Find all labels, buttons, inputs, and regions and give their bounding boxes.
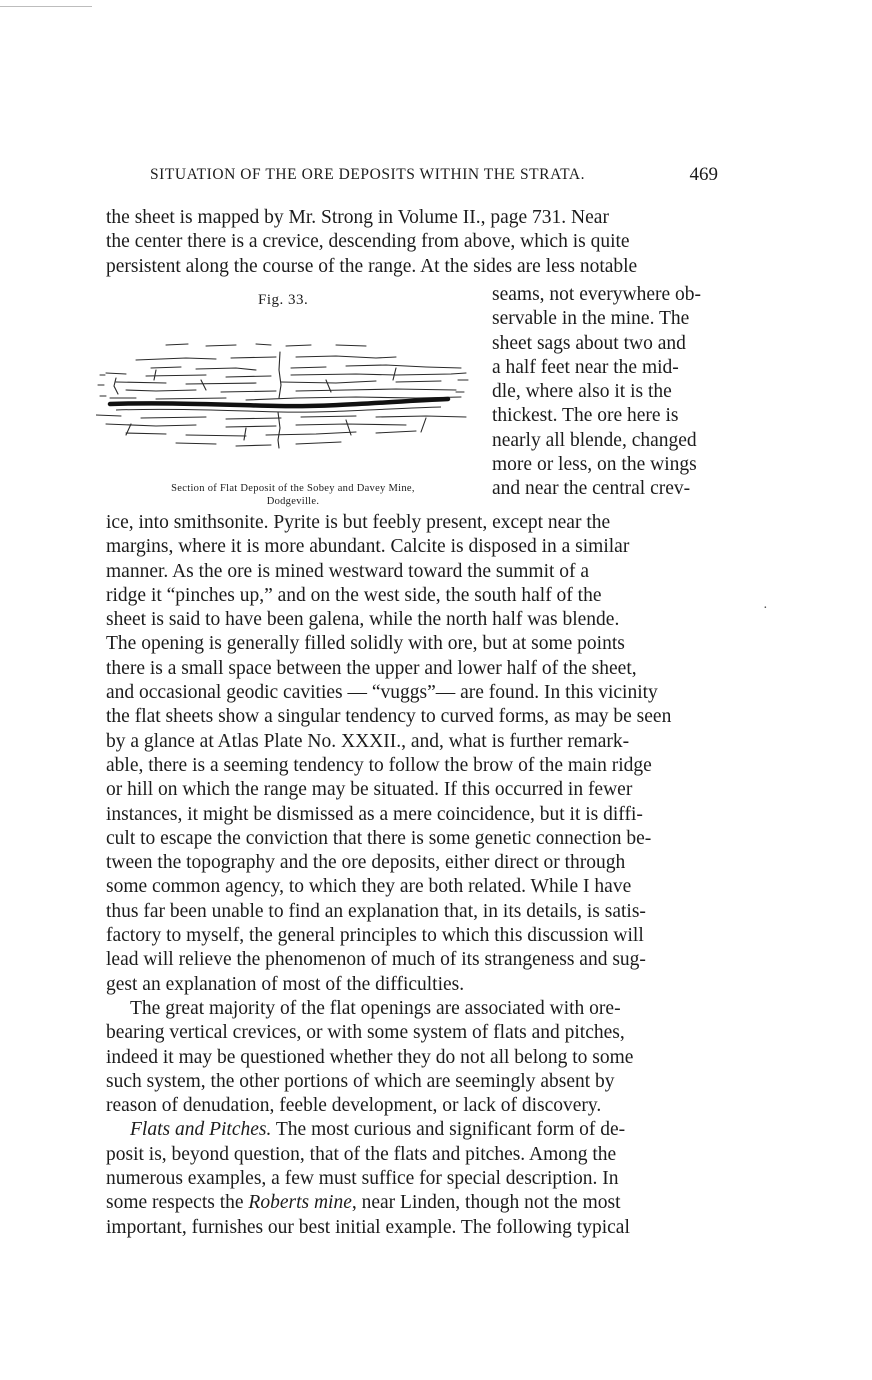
caption-line: Section of Flat Deposit of the Sobey and Davey Mine, xyxy=(171,483,415,494)
text-line: The opening is generally filled solidly with ore, but at some points xyxy=(106,633,625,655)
text-line: more or less, on the wings xyxy=(492,454,697,476)
section-heading-flats-and-pitches: Flats and Pitches. xyxy=(130,1119,272,1141)
text-line: lead will relieve the phenomenon of much of its strangeness and sug- xyxy=(106,949,646,971)
text-line: some common agency, to which they are both related. While I have xyxy=(106,876,632,898)
text-line: persistent along the course of the range. At the sides are less notable xyxy=(106,255,638,277)
text-line: thickest. The ore here is xyxy=(492,405,679,427)
text-fragment: some respects the xyxy=(106,1192,249,1214)
text-line: such system, the other portions of which are seemingly absent by xyxy=(106,1070,615,1092)
text-line: important, furnishes our best initial example. The following typical xyxy=(106,1216,630,1238)
ore-section-illustration xyxy=(96,340,474,452)
text-line: or hill on which the range may be situated. If this occurred in fewer xyxy=(106,779,633,801)
text-line: and occasional geodic cavities — “vuggs”— are found. In this vicinity xyxy=(106,682,658,704)
text-line: numerous examples, a few must suffice for special description. In xyxy=(106,1168,619,1190)
running-head: SITUATION OF THE ORE DEPOSITS WITHIN THE STRATA. xyxy=(150,166,586,183)
text-line: sheet sags about two and xyxy=(492,332,686,354)
text-side-column xyxy=(492,283,722,502)
mine-name-roberts: Roberts mine xyxy=(248,1192,352,1214)
text-line: tween the topography and the ore deposits, either direct or through xyxy=(106,852,626,874)
text-bottom-block xyxy=(106,511,736,1240)
text-top-block xyxy=(106,206,736,279)
text-line: sheet is said to have been galena, while the north half was blende. xyxy=(106,609,620,631)
text-line-roberts xyxy=(106,1191,736,1215)
text-fragment: The most curious and significant form of de- xyxy=(271,1119,626,1141)
text-line: the sheet is mapped by Mr. Strong in Volume II., page 731. Near xyxy=(106,207,609,228)
text-line: gest an explanation of most of the difficulties. xyxy=(106,973,465,995)
text-line: margins, where it is more abundant. Calcite is disposed in a similar xyxy=(106,536,630,558)
text-line: by a glance at Atlas Plate No. XXXII., and, what is further remark- xyxy=(106,730,630,752)
text-line: manner. As the ore is mined westward toward the summit of a xyxy=(106,560,590,582)
text-line: instances, it might be dismissed as a mere coincidence, but it is diffi- xyxy=(106,803,643,825)
text-line: reason of denudation, feeble development, or lack of discovery. xyxy=(106,1095,602,1117)
text-line: a half feet near the mid- xyxy=(492,356,679,378)
text-line: posit is, beyond question, that of the flats and pitches. Among the xyxy=(106,1143,617,1165)
text-fragment: , near Linden, though not the most xyxy=(351,1192,621,1214)
text-line: The great majority of the flat openings are associated with ore- xyxy=(130,997,621,1019)
figure-label: Fig. 33. xyxy=(258,292,309,308)
text-line: ridge it “pinches up,” and on the west side, the south half of the xyxy=(106,584,602,606)
text-line: servable in the mine. The xyxy=(492,308,690,330)
text-line: thus far been unable to find an explanation that, in its details, is satis- xyxy=(106,900,646,922)
text-line-flats xyxy=(106,1118,736,1142)
page-header xyxy=(150,166,718,192)
text-line: and near the central crev- xyxy=(492,478,691,500)
page-number: 469 xyxy=(689,164,718,185)
text-line: the center there is a crevice, descending from above, which is quite xyxy=(106,231,630,253)
text-line: dle, where also it is the xyxy=(492,381,672,403)
text-line: indeed it may be questioned whether they do not all belong to some xyxy=(106,1046,634,1068)
top-rule xyxy=(0,6,92,7)
text-line: able, there is a seeming tendency to follow the brow of the main ridge xyxy=(106,754,652,776)
caption-line: Dodgeville. xyxy=(266,496,320,507)
text-line: ice, into smithsonite. Pyrite is but feebly present, except near the xyxy=(106,512,611,533)
text-line: bearing vertical crevices, or with some system of flats and pitches, xyxy=(106,1022,625,1044)
text-line: there is a small space between the upper and lower half of the sheet, xyxy=(106,657,637,679)
margin-mark: · xyxy=(763,601,768,616)
text-line: cult to escape the conviction that there is some genetic connection be- xyxy=(106,827,652,849)
text-line: nearly all blende, changed xyxy=(492,429,697,451)
text-line: seams, not everywhere ob- xyxy=(492,284,702,305)
figure-section-drawing xyxy=(96,340,474,452)
text-line: the flat sheets show a singular tendency to curved forms, as may be seen xyxy=(106,706,672,728)
figure-caption xyxy=(100,482,486,508)
text-line: factory to myself, the general principles to which this discussion will xyxy=(106,925,644,947)
